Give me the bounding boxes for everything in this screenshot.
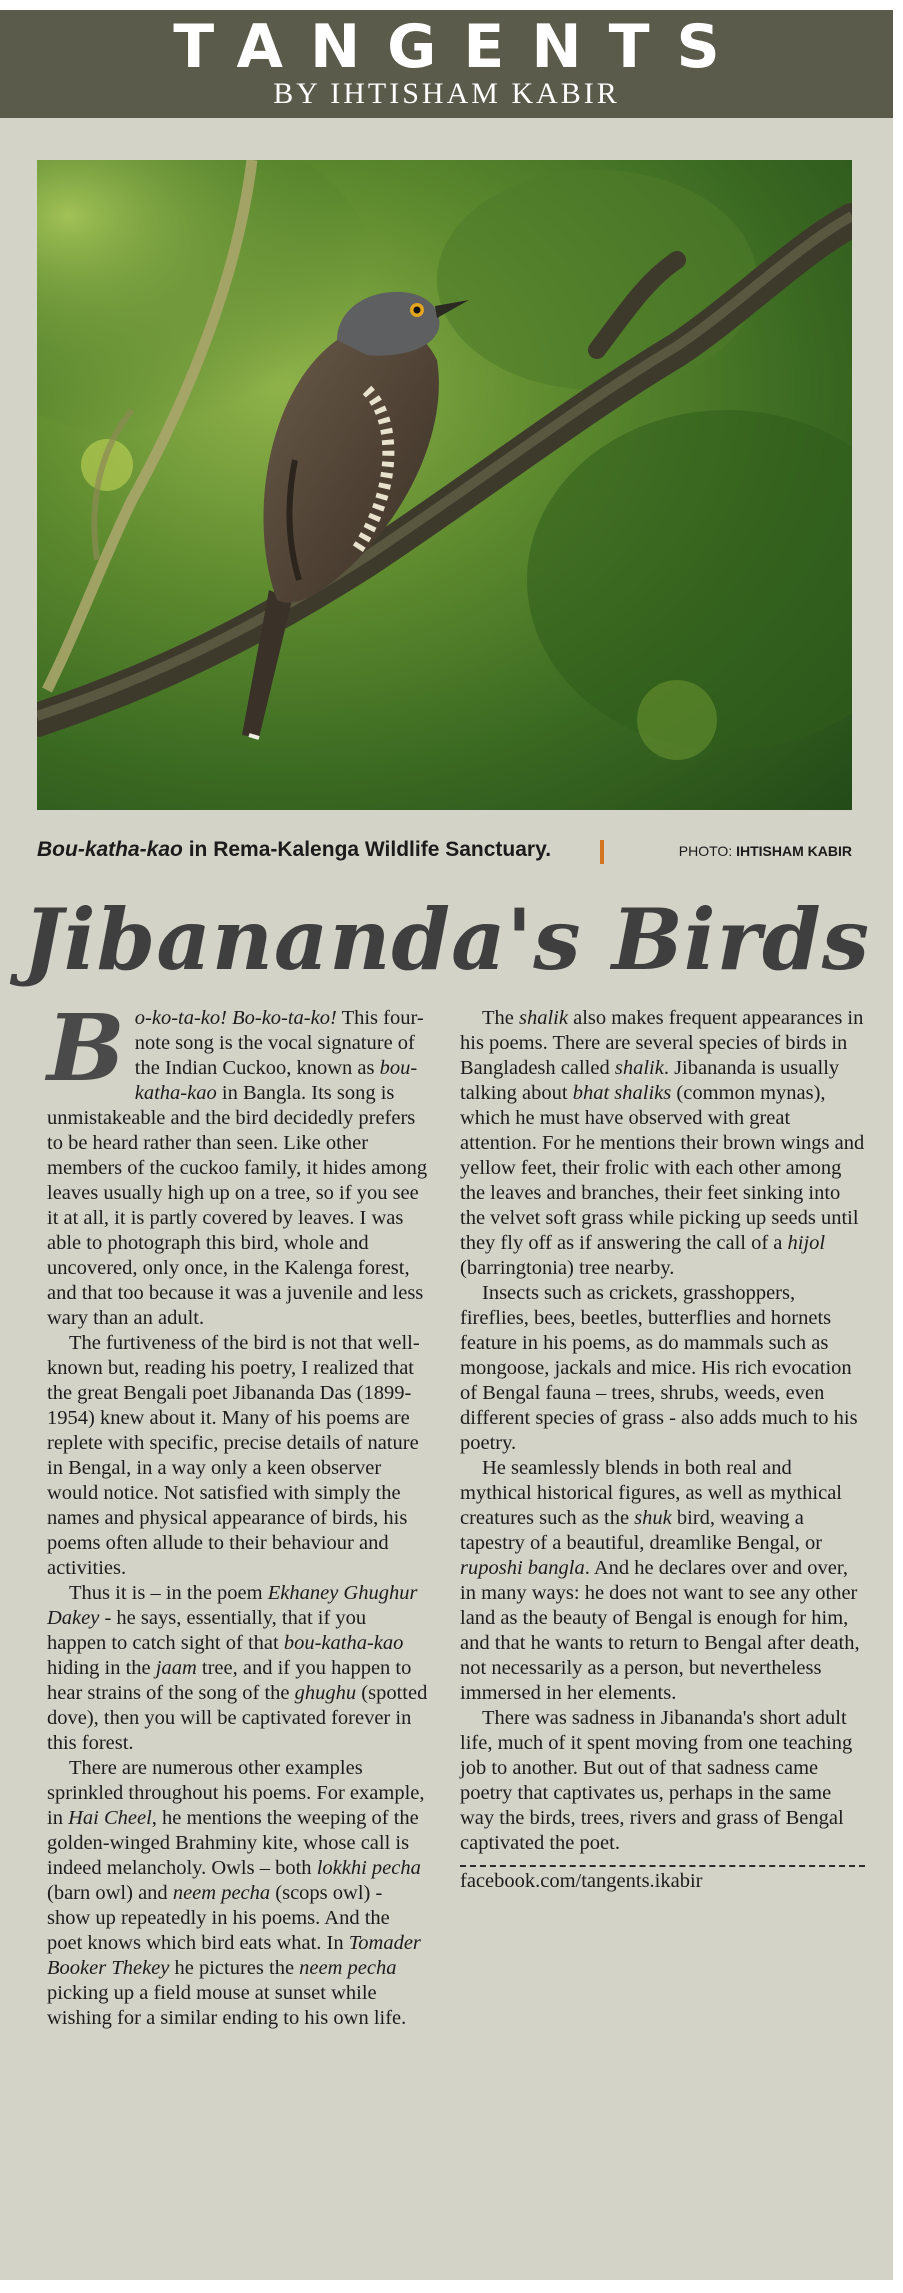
- footer-divider: [460, 1865, 865, 1867]
- text-run: o-ko-ta-ko! Bo-ko-ta-ko!: [134, 1007, 337, 1029]
- text-run: hijol: [787, 1232, 826, 1254]
- caption-text: [37, 838, 551, 862]
- text-run: Ekhaney Ghughur Dakey: [47, 1582, 418, 1629]
- column-sheet: [0, 10, 893, 2280]
- text-run: (common mynas), which he must have observed with great attention. For he mentions their brown wings and yellow feet, their frolic with each other among the leaves and branches, their feet sinking into the velvet soft grass while picking up seeds until they fly off as if answering the call of a: [460, 1082, 865, 1254]
- photo-credit: [679, 843, 852, 859]
- facebook-link[interactable]: facebook.com/tangents.ikabir: [460, 1870, 703, 1892]
- text-run: . And he declares over and over, in many ways: he does not want to see any other land as the beauty of Bengal is enough for him, and that he wants to return to Bengal after death, not necessarily as a person, but nevertheless immersed in her elements.: [460, 1557, 860, 1704]
- text-run: neem pecha: [172, 1882, 271, 1904]
- caption-divider: [600, 840, 604, 864]
- text-run: picking up a field mouse at sunset while wishing for a similar ending to his own life.: [47, 1982, 407, 2029]
- text-run: The: [482, 1007, 519, 1029]
- text-run: he pictures the: [169, 1957, 300, 1979]
- text-run: This four-note song is the vocal signature of the Indian Cuckoo, known as: [134, 1007, 424, 1079]
- text-run: bhat shaliks: [572, 1082, 672, 1104]
- text-run: (scops owl) - show up repeatedly in his poems. And the poet knows which bird eats what. In: [47, 1882, 390, 1954]
- column-banner: [0, 10, 893, 118]
- text-run: - he says, essentially, that if you happen to catch sight of that: [47, 1607, 367, 1654]
- text-run: bird, weaving a tapestry of a beautiful, dreamlike Bengal, or: [460, 1507, 823, 1554]
- text-run: bou-katha-kao: [134, 1057, 418, 1104]
- text-run: (spotted dove), then you will be captivated forever in this forest.: [47, 1682, 428, 1754]
- photo-credit-name: IHTISHAM KABIR: [736, 843, 852, 859]
- paragraph-2: The furtiveness of the bird is not that well-known but, reading his poetry, I realized that the great Bengali poet Jibananda Das (1899-1954) knew about it. Many of his poems are replete with specific, precise details of nature in Bengal, in a way only a keen observer would notice. Not satisfied with simply the names and physical appearance of birds, his poems often allude to their behaviour and activities.: [47, 1332, 420, 1579]
- article-headline: Jibananda's Birds: [23, 890, 870, 989]
- article-column-right: [460, 1006, 865, 1894]
- paragraph-4: [47, 1756, 429, 2031]
- paragraph-1: [47, 994, 429, 1331]
- paragraph-6: Insects such as crickets, grasshoppers, fireflies, bees, beetles, butterflies and hornets feature in his poems, as do mammals such as mongoose, jackals and mice. His rich evocation of Bengal fauna – trees, shrubs, weeds, even different species of grass - also adds much to his poetry.: [460, 1282, 858, 1454]
- text-run: in Bangla. Its song is unmistakeable and the bird decidedly prefers to be heard rather than seen. Like other members of the cuckoo family, it hides among leaves usually high up on a tree, so if you see it at all, it is partly covered by leaves. I was able to photograph this bird, whole and uncovered, only once, in the Kalenga forest, and that too because it was a juvenile and less wary than an adult.: [47, 1082, 428, 1329]
- cuckoo-illustration: [37, 160, 852, 810]
- cuckoo-photo: [37, 160, 852, 810]
- photo-caption: [37, 838, 852, 874]
- text-run: lokkhi pecha: [316, 1857, 421, 1879]
- article-column-left: [47, 994, 429, 2031]
- drop-cap: B: [47, 994, 125, 1102]
- text-run: . Jibananda is usually talking about: [460, 1057, 840, 1104]
- column-title: TANGENTS: [173, 12, 747, 82]
- text-run: neem pecha: [299, 1957, 397, 1979]
- text-run: He seamlessly blends in both real and mythical historical figures, as well as mythical creatures such as the: [460, 1457, 842, 1529]
- text-run: Tomader Booker Thekey: [47, 1932, 421, 1979]
- paragraph-8: There was sadness in Jibananda's short adult life, much of it spent moving from one teaching job to another. But out of that sadness came poetry that captivates us, perhaps in the same way the birds, trees, rivers and grass of Bengal captivated the poet.: [460, 1707, 853, 1854]
- caption-bird-name: Bou-katha-kao: [37, 838, 183, 861]
- text-run: bou-katha-kao: [283, 1632, 404, 1654]
- text-run: also makes frequent appearances in his poems. There are several species of birds in Bangladesh called: [460, 1007, 864, 1079]
- text-run: , he mentions the weeping of the golden-winged Brahminy kite, whose call is indeed melancholy. Owls – both: [47, 1807, 419, 1879]
- text-run: hiding in the: [47, 1657, 156, 1679]
- paragraph-3: [47, 1581, 429, 1756]
- text-run: shalik: [614, 1057, 664, 1079]
- text-run: Thus it is – in the poem: [69, 1582, 268, 1604]
- text-run: jaam: [155, 1657, 197, 1679]
- text-run: (barringtonia) tree nearby.: [460, 1257, 675, 1279]
- text-run: shalik: [519, 1007, 568, 1029]
- text-run: ruposhi bangla: [460, 1557, 585, 1579]
- text-run: ghughu: [294, 1682, 357, 1704]
- paragraph-7: [460, 1456, 865, 1706]
- text-run: (barn owl) and: [47, 1882, 173, 1904]
- text-run: shuk: [634, 1507, 672, 1529]
- text-run: tree, and if you happen to hear strains of the song of the: [47, 1657, 412, 1704]
- paragraph-5: [460, 1006, 865, 1281]
- text-run: There are numerous other examples sprinkled throughout his poems. For example, in: [47, 1757, 425, 1829]
- text-run: Hai Cheel: [68, 1807, 152, 1829]
- column-byline: BY IHTISHAM KABIR: [273, 77, 620, 110]
- photo-credit-label: PHOTO:: [678, 843, 737, 859]
- caption-location: in Rema-Kalenga Wildlife Sanctuary.: [182, 838, 552, 861]
